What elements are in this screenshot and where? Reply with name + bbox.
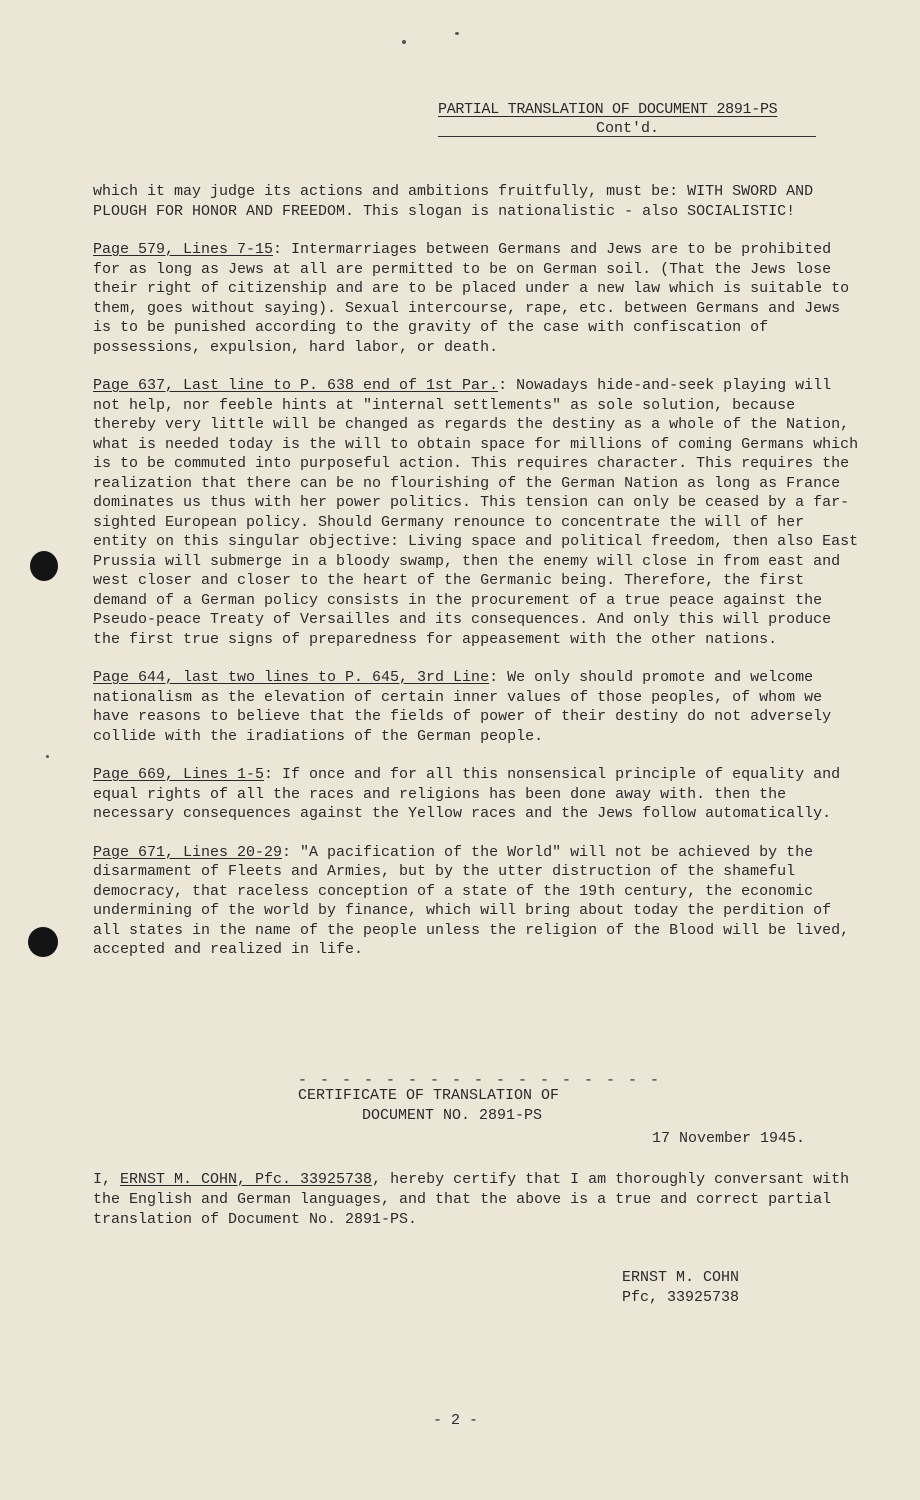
page-reference: Page 671, Lines 20-29 bbox=[93, 843, 283, 861]
certificate-title-line2: DOCUMENT NO. 2891-PS bbox=[362, 1107, 543, 1124]
certificate-title bbox=[298, 1086, 559, 1126]
page-number: - 2 - bbox=[433, 1412, 479, 1429]
certificate-title-line1: CERTIFICATE OF TRANSLATION OF bbox=[298, 1087, 560, 1104]
certificate-statement-text: , hereby certify that I am thoroughly conversant with the English and German languages, and that the above is a true and correct partial translation of Document No. 2891-PS. bbox=[93, 1171, 850, 1228]
paragraph-page-644 bbox=[93, 668, 863, 746]
signature-block bbox=[622, 1268, 739, 1308]
paragraph-text: : Nowadays hide-and-seek playing will not help, nor feeble hints at "internal settlements" as sole solution, because thereby very little will be changed as regards the destiny as a whole of the Nation, what is needed today is the will to obtain space for millions of coming Germans which is to be commuted into purposeful action. This requires character. This requires the realization that there can be no flourishing of the German Nation as long as France dominates us thus with her power politics. This tension can only be ceased by a far-sighted European policy. Should Germany renounce to concentrate the will of her entity on this singular objective: Living space and political freedom, then also East Prussia will submerge in a bloody swamp, then the enemy will close in from east and west closer and closer to the heart of the Germanic being. Therefore, the first demand of a German policy consists in the procurement of a true peace against the Pseudo-peace Treaty of Versailles and its consequences. And only this will produce the first true signs of preparedness for appeasement with the other nations. bbox=[93, 377, 859, 648]
paragraph-text: : We only should promote and welcome nationalism as the elevation of certain inner values of those peoples, of whom we have reasons to believe that the fields of power of their destiny do not adversely collide with the iradiations of the German people. bbox=[93, 669, 832, 745]
paragraph-page-669 bbox=[93, 765, 863, 824]
signature-rank: Pfc, 33925738 bbox=[622, 1289, 740, 1306]
translator-id: ERNST M. COHN, Pfc. 33925738 bbox=[120, 1171, 373, 1188]
page-reference: Page 637, Last line to P. 638 end of 1st Par. bbox=[93, 377, 499, 394]
certificate-prefix: I, bbox=[93, 1171, 121, 1188]
paragraph-text: : If once and for all this nonsensical principle of equality and equal rights of all the races and religions has been done away with. then the necessary consequences against the Yellow races and the Jews follow automatically. bbox=[93, 766, 841, 822]
paragraph-text: which it may judge its actions and ambitions fruitfully, must be: WITH SWORD AND PLOUGH FOR HONOR AND FREEDOM. This slogan is nationalistic - also SOCIALISTIC! bbox=[93, 183, 814, 220]
paper-speck bbox=[46, 755, 49, 758]
paragraph-text: : "A pacification of the World" will not be achieved by the disarmament of Fleets and Armies, but by the utter distruction of the shameful democracy, that raceless conception of a state of the 19th century, the economic undermining of the world by finance, which will bring about today the perdition of all states in the name of the people unless the religion of the Blood will be lived, accepted and realized in life. bbox=[93, 843, 850, 958]
document-title: PARTIAL TRANSLATION OF DOCUMENT 2891-PS bbox=[438, 101, 778, 118]
paragraph-text: : Intermarriages between Germans and Jews are to be prohibited for as long as Jews at all are permitted to be on German soil. (That the Jews lose their right of citizenship and are to be placed under a new law which is suitable to them, goes without saying). Sexual intercourse, rape, etc. between Germans and Jews is to be punished according to the gravity of the case with confiscation of possessions, expulsion, hard labor, or death. bbox=[93, 241, 850, 356]
section-separator: - - - - - - - - - - - - - - - - - bbox=[298, 1072, 662, 1089]
certificate-statement bbox=[93, 1170, 863, 1230]
punch-hole-top bbox=[30, 551, 58, 581]
paper-speck bbox=[402, 40, 406, 44]
document-header bbox=[438, 100, 816, 138]
header-rule bbox=[438, 136, 816, 137]
paragraph-page-671 bbox=[93, 843, 863, 960]
punch-hole-bottom bbox=[28, 927, 58, 957]
page-reference: Page 644, last two lines to P. 645, 3rd Line bbox=[93, 669, 490, 686]
paragraph-continuation bbox=[93, 182, 863, 221]
continued-label: Cont'd. bbox=[596, 120, 660, 137]
signature-name: ERNST M. COHN bbox=[622, 1269, 740, 1286]
page-reference: Page 579, Lines 7-15 bbox=[93, 241, 274, 258]
page-reference: Page 669, Lines 1-5 bbox=[93, 766, 265, 783]
certificate-date: 17 November 1945. bbox=[652, 1130, 806, 1147]
paragraph-page-579 bbox=[93, 240, 863, 357]
paper-speck bbox=[455, 32, 459, 35]
paragraph-page-637 bbox=[93, 376, 863, 649]
translation-body bbox=[93, 182, 863, 979]
